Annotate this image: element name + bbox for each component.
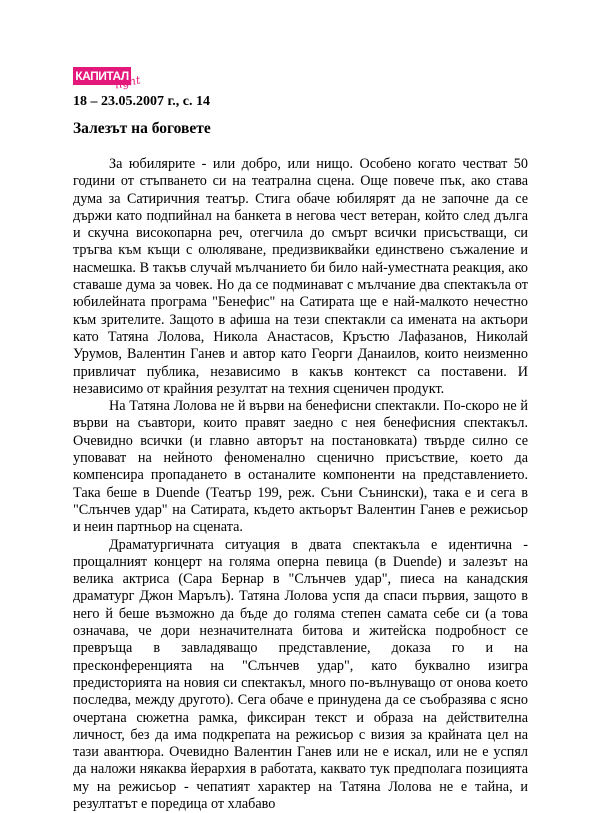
- paragraph: На Татяна Лолова не й върви на бенефисни спектакли. По-скоро не й върви на съавтори, които правят заедно с нея бенефисния спектакъл. Очевидно всички (и главно авторът на постановката) твърде силно се уповават на нейното феноменално сценично присъствие, което да компенсира пропадането в останалите компоненти на представлението. Така беше в Duende (Театър 199, реж. Съни Сънински), така е и сега в "Слънчев удар" на Сатирата, където актьорът Валентин Ганев е режисьор и неин партньор на сцената.: [73, 398, 528, 536]
- issue-dateline: 18 – 23.05.2007 г., с. 14: [73, 94, 210, 109]
- paragraph: Драматургичната ситуация в двата спектакъла е идентична - прощалният концерт на голяма оперна певица (в Duende) и залезът на велика актриса (Сара Бернар в "Слънчев удар", пиеса на канадския драматург Джон Марълъ). Татяна Лолова успя да спаси първия, защото в него й беше възможно да бъде до голяма степен самата себе си (а това означава, че дори незначителната битова и житейска подробност се превръща в завладяващо представление, доказа го и на пресконференцията на "Слънчев удар", като буквално изигра предисторията на новия си спектакъл, много по-вълнуващо от онова което последва, между другото). Сега обаче е принудена да се съобразява с ясно очертана сюжетна рамка, фиксиран текст и образа на действителна личност, без да има подкрепата на режисьор с визия за крайната цел на тази авантюра. Очевидно Валентин Ганев или не е искал, или не е успял да наложи някаква йерархия в работата, каквато тук предполага позицията му на режисьор - чепатият характер на Татяна Лолова не е тайна, и резултатът е поредица от хлабаво: [73, 536, 528, 812]
- logo-script: light: [113, 73, 142, 92]
- article-title: Залезът на боговете: [73, 120, 211, 137]
- logo-main: КАПИТАЛ: [73, 67, 131, 85]
- paragraph: За юбилярите - или добро, или нищо. Особено когато честват 50 години от стъпването си на театрална сцена. Още повече пък, ако става дума за Сатиричния театър. Стига обаче юбилярят да не започне да се държи като подпийнал на банкета в негова чест ветеран, който след дълга и скучна високопарна реч, отегчила до смърт всички присъстващи, си тръгва към къщи с олюляване, предизвиквайки единствено съжаление и насмешка. В такъв случай мълчанието би било най-уместната реакция, ако ставаше дума за човек. Но да се подминават с мълчание два спектакъла от юбилейната програма "Бенефис" на Сатирата ще е най-малкото нечестно към зрителите. Защото в афиша на тези спектакли са имената на актьори като Татяна Лолова, Никола Анастасов, Кръстю Лафазанов, Николай Урумов, Валентин Ганев и автор като Георги Данаилов, които неизменно привличат публика, независимо в какъв контекст са поставени. И независимо от крайния резултат на техния сценичен продукт.: [73, 156, 528, 397]
- article-body: [73, 156, 528, 813]
- publication-logo: [73, 67, 163, 93]
